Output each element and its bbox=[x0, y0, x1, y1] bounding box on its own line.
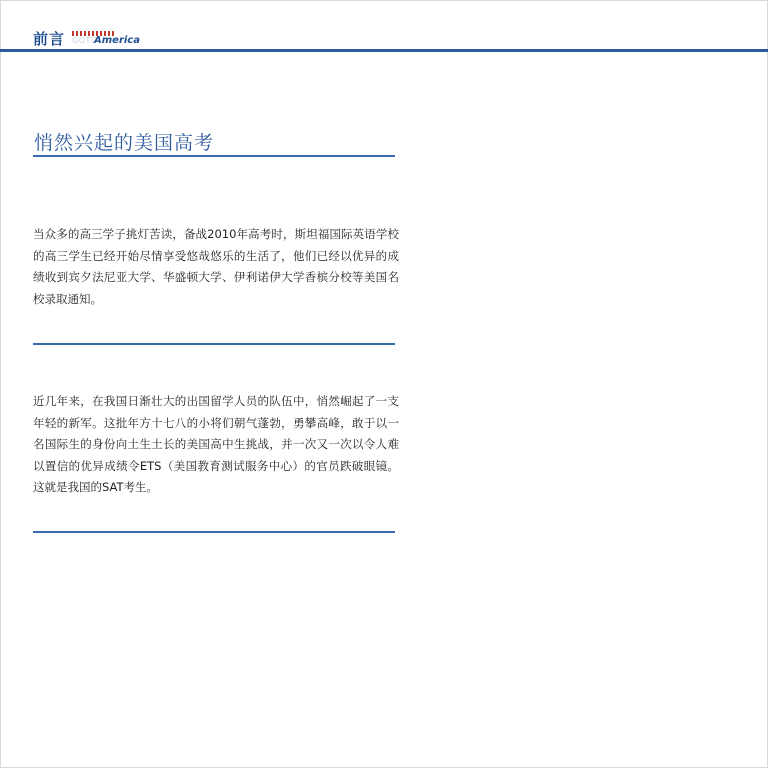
title-divider bbox=[33, 155, 395, 157]
brand-logo bbox=[72, 31, 152, 47]
logo-text: America bbox=[94, 35, 140, 46]
section-title: 悄然兴起的美国高考 bbox=[34, 132, 215, 154]
header-divider bbox=[0, 49, 768, 52]
page-header bbox=[0, 0, 768, 52]
paragraph-divider-2 bbox=[33, 531, 395, 533]
header-title: 前言 bbox=[33, 30, 66, 48]
paragraph-divider-1 bbox=[33, 343, 395, 345]
paragraph-1: 当众多的高三学子挑灯苦读，备战2010年高考时，斯坦福国际英语学校的高三学生已经开始尽情享受悠哉悠乐的生活了，他们已经以优异的成绩收到宾夕法尼亚大学、华盛顿大学、伊利诺伊大学香槟分校等美国名校录取通知。 bbox=[33, 227, 399, 306]
paragraph-2: 近几年来，在我国日渐壮大的出国留学人员的队伍中，悄然崛起了一支年轻的新军。这批年方十七八的小将们朝气蓬勃，勇攀高峰，敢于以一名国际生的身份向土生土长的美国高中生挑战，并一次又一次以令人难以置信的优异成绩令ETS（美国教育测试服务中心）的官员跌破眼镜。这就是我国的SAT考生。 bbox=[33, 394, 399, 494]
logo-prefix: GOTO bbox=[72, 36, 98, 45]
